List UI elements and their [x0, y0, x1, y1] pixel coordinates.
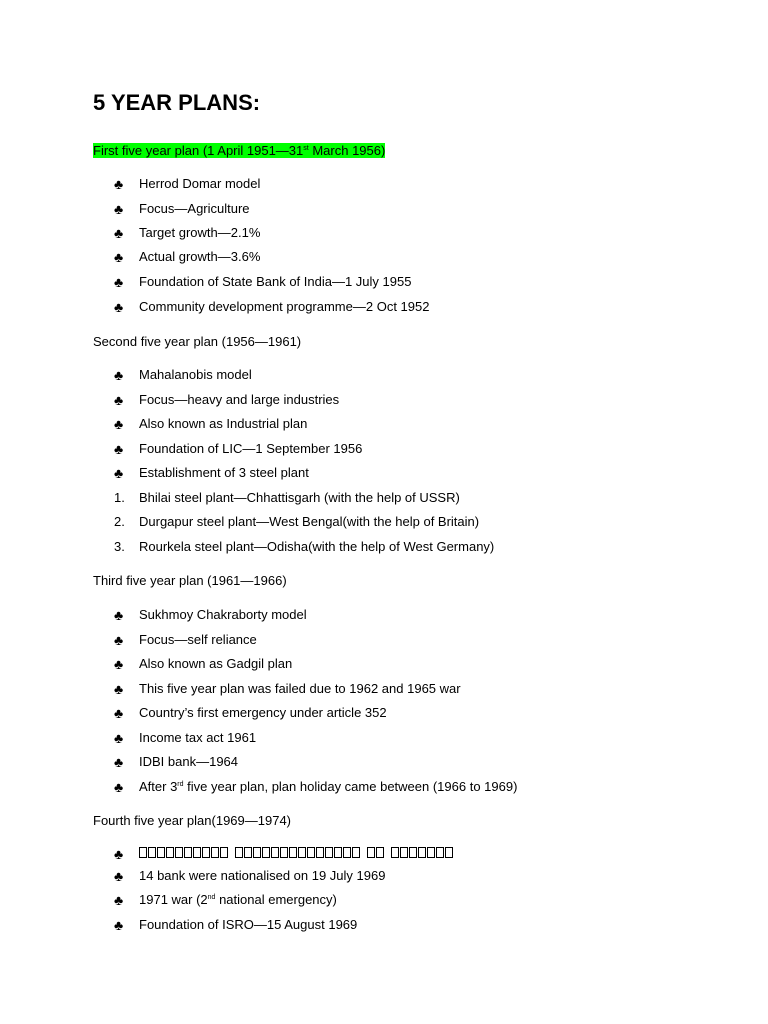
list-item-text: Sukhmoy Chakraborty model: [139, 607, 307, 622]
club-bullet-icon: ♣: [114, 416, 124, 432]
list-item-text: Country’s first emergency under article 352: [139, 705, 387, 720]
plan-3-heading: Third five year plan (1961—1966): [93, 573, 287, 588]
numbered-item-text: Rourkela steel plant—Odisha(with the help of West Germany): [139, 539, 495, 554]
list-item-text: Community development programme—2 Oct 1952: [139, 299, 430, 314]
club-bullet-icon: ♣: [114, 754, 124, 770]
list-item-text: This five year plan was failed due to 1962 and 1965 war: [139, 681, 461, 696]
list-item-text: Foundation of State Bank of India—1 July 1955: [139, 274, 412, 289]
list-item-text: Target growth—2.1%: [139, 225, 261, 240]
list-item-text: [139, 778, 517, 796]
numbered-item-text: Durgapur steel plant—West Bengal(with the help of Britain): [139, 514, 480, 529]
club-bullet-icon: ♣: [114, 607, 124, 623]
club-bullet-icon: ♣: [114, 249, 124, 265]
club-bullet-icon: ♣: [114, 392, 124, 408]
unrendered-glyphs: [139, 845, 454, 863]
club-bullet-icon: ♣: [114, 441, 124, 457]
club-bullet-icon: ♣: [114, 656, 124, 672]
plan-2-heading: Second five year plan (1956—1961): [93, 334, 302, 349]
club-bullet-icon: ♣: [114, 846, 124, 862]
list-item-text: Focus—heavy and large industries: [139, 392, 340, 407]
club-bullet-icon: ♣: [114, 225, 124, 241]
club-bullet-icon: ♣: [114, 892, 124, 908]
list-item-text: Also known as Gadgil plan: [139, 656, 293, 671]
plan-holiday-text: After 3: [139, 779, 178, 794]
war-text: 1971 war (2: [139, 892, 208, 907]
list-item-text: Actual growth—3.6%: [139, 249, 261, 264]
list-item-text: IDBI bank—1964: [139, 754, 239, 769]
list-item-text: Foundation of ISRO—15 August 1969: [139, 917, 358, 932]
club-bullet-icon: ♣: [114, 917, 124, 933]
list-item-text: [139, 891, 337, 909]
list-number: 3.: [114, 539, 125, 554]
numbered-item-text: Bhilai steel plant—Chhattisgarh (with the help of USSR): [139, 490, 460, 505]
club-bullet-icon: ♣: [114, 367, 124, 383]
club-bullet-icon: ♣: [114, 730, 124, 746]
club-bullet-icon: ♣: [114, 705, 124, 721]
club-bullet-icon: ♣: [114, 779, 124, 795]
list-item-text: Income tax act 1961: [139, 730, 257, 745]
club-bullet-icon: ♣: [114, 632, 124, 648]
plan-holiday-text-end: five year plan, plan holiday came between (1966 to 1969): [183, 779, 518, 794]
plan-1-heading-text: First five year plan (1 April 1951—31: [93, 143, 304, 158]
war-sup: nd: [207, 894, 216, 901]
club-bullet-icon: ♣: [114, 201, 124, 217]
plan-holiday-sup: rd: [177, 781, 184, 788]
list-number: 1.: [114, 490, 125, 505]
list-item-text: Establishment of 3 steel plant: [139, 465, 309, 480]
list-number: 2.: [114, 514, 125, 529]
list-item-text: 14 bank were nationalised on 19 July 1969: [139, 868, 386, 883]
plan-1-heading-sup: st: [303, 145, 309, 152]
list-item-text: Focus—self reliance: [139, 632, 257, 647]
list-item-text: Mahalanobis model: [139, 367, 252, 382]
club-bullet-icon: ♣: [114, 868, 124, 884]
plan-1-heading: [93, 142, 385, 159]
club-bullet-icon: ♣: [114, 299, 124, 315]
list-item-text: Herrod Domar model: [139, 176, 261, 191]
page-title: 5 YEAR PLANS:: [93, 90, 261, 115]
war-text-end: national emergency): [215, 892, 337, 907]
club-bullet-icon: ♣: [114, 681, 124, 697]
plan-1-heading-text-end: March 1956): [308, 143, 386, 158]
list-item-text: Focus—Agriculture: [139, 201, 250, 216]
list-item-text: Foundation of LIC—1 September 1956: [139, 441, 363, 456]
club-bullet-icon: ♣: [114, 465, 124, 481]
plan-4-heading: Fourth five year plan(1969—1974): [93, 813, 292, 828]
list-item-text: Also known as Industrial plan: [139, 416, 308, 431]
club-bullet-icon: ♣: [114, 176, 124, 192]
club-bullet-icon: ♣: [114, 274, 124, 290]
